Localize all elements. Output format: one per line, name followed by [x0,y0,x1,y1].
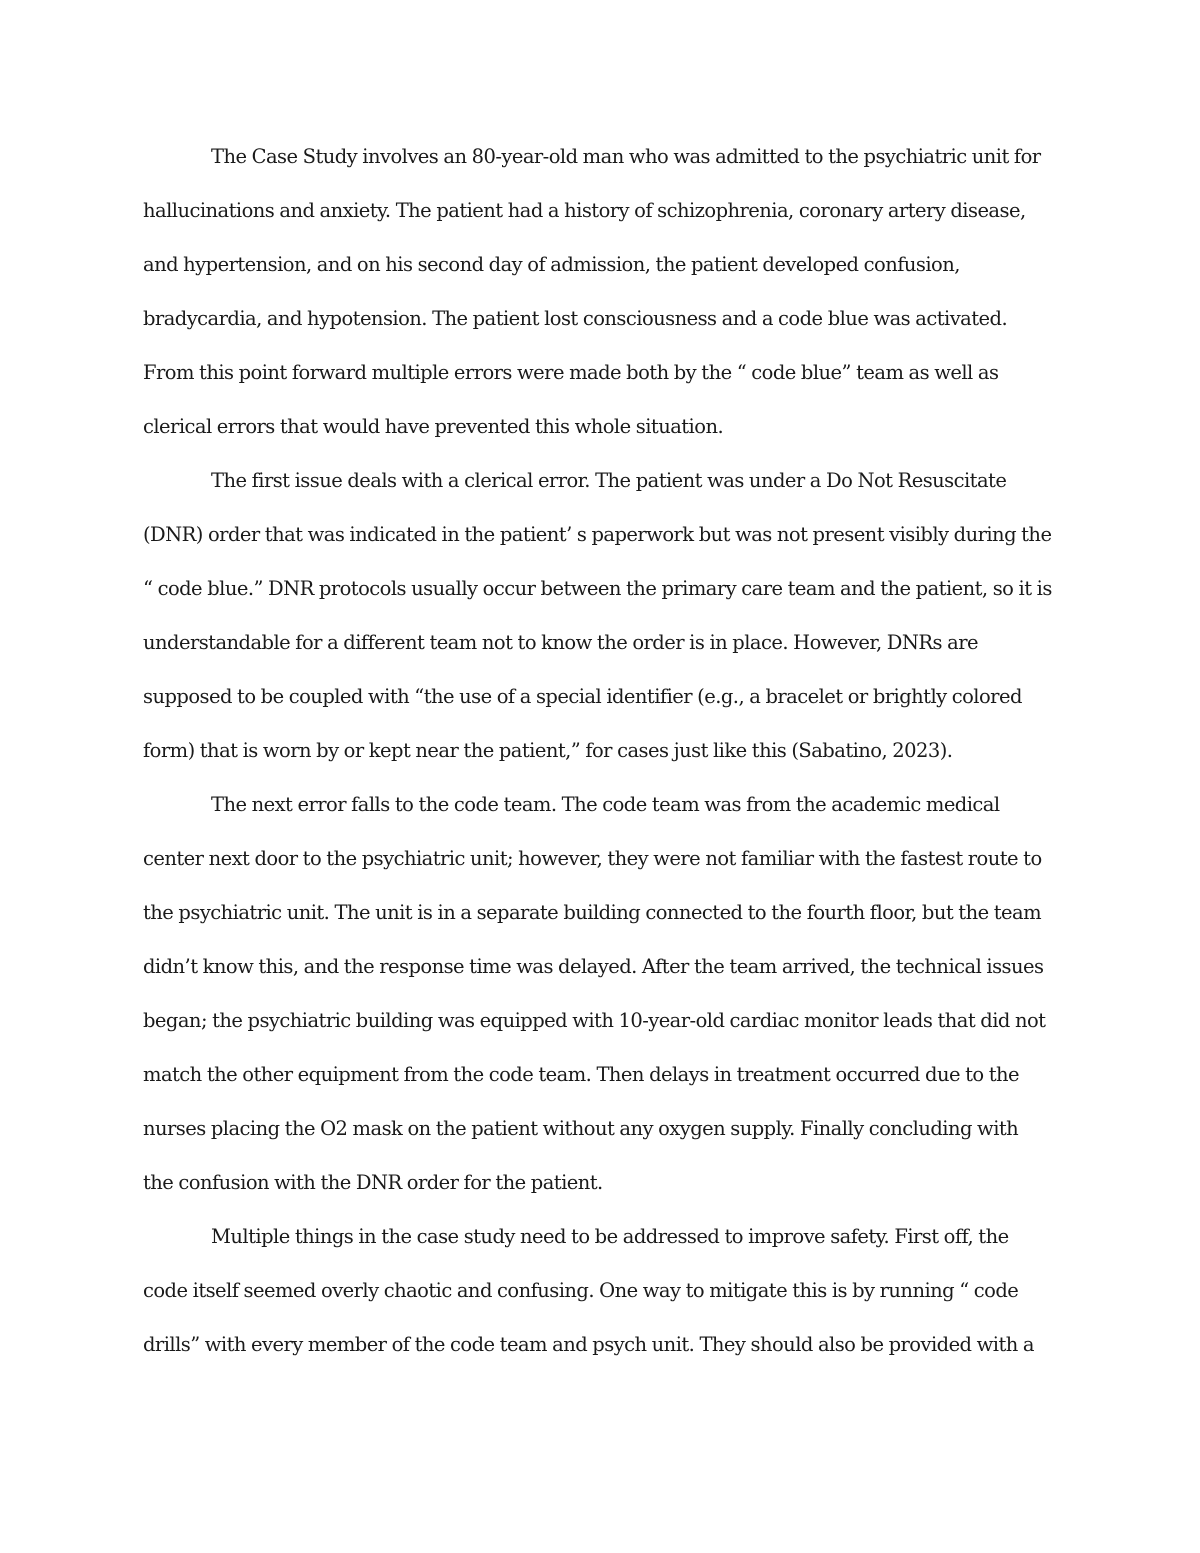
text-line: understandable for a different team not to know the order is in place. However, DNRs are [143,631,978,654]
text-line: The Case Study involves an 80-year-old man who was admitted to the psychiatric unit for [211,145,1041,168]
text-line: nurses placing the O2 mask on the patient without any oxygen supply. Finally concluding with [143,1117,1019,1140]
text-line: the confusion with the DNR order for the patient. [143,1171,603,1194]
text-line: began; the psychiatric building was equipped with 10-year-old cardiac monitor leads that did not [143,1009,1046,1032]
text-line: Multiple things in the case study need to be addressed to improve safety. First off, the [211,1225,1009,1248]
text-line: (DNR) order that was indicated in the patient’ s paperwork but was not present visibly during the [143,523,1052,546]
paragraph-case-study [143,130,1063,454]
paragraph-code-team-error [143,778,1063,1210]
text-line: From this point forward multiple errors were made both by the “ code blue” team as well as [143,361,999,384]
text-line: match the other equipment from the code team. Then delays in treatment occurred due to the [143,1063,1020,1086]
text-line: didn’t know this, and the response time was delayed. After the team arrived, the technical issues [143,955,1044,978]
text-line: bradycardia, and hypotension. The patient lost consciousness and a code blue was activated. [143,307,1008,330]
text-line: drills” with every member of the code team and psych unit. They should also be provided with a [143,1333,1034,1356]
text-line: The first issue deals with a clerical error. The patient was under a Do Not Resuscitate [211,469,1007,492]
paragraph-clerical-error [143,454,1063,778]
text-line: clerical errors that would have prevented this whole situation. [143,415,724,438]
text-line: and hypertension, and on his second day of admission, the patient developed confusion, [143,253,960,276]
text-line: The next error falls to the code team. The code team was from the academic medical [211,793,1000,816]
paragraph-safety-improvements [143,1210,1063,1372]
document-body [143,130,1063,1372]
text-line: hallucinations and anxiety. The patient had a history of schizophrenia, coronary artery disease, [143,199,1026,222]
text-line: the psychiatric unit. The unit is in a separate building connected to the fourth floor, but the team [143,901,1042,924]
text-line: code itself seemed overly chaotic and confusing. One way to mitigate this is by running “ code [143,1279,1019,1302]
text-line: center next door to the psychiatric unit; however, they were not familiar with the fastest route to [143,847,1042,870]
text-line: form) that is worn by or kept near the patient,” for cases just like this (Sabatino, 2023). [143,739,953,762]
text-line: supposed to be coupled with “the use of a special identifier (e.g., a bracelet or brightly colored [143,685,1022,708]
text-line: “ code blue.” DNR protocols usually occur between the primary care team and the patient, so it is [143,577,1052,600]
